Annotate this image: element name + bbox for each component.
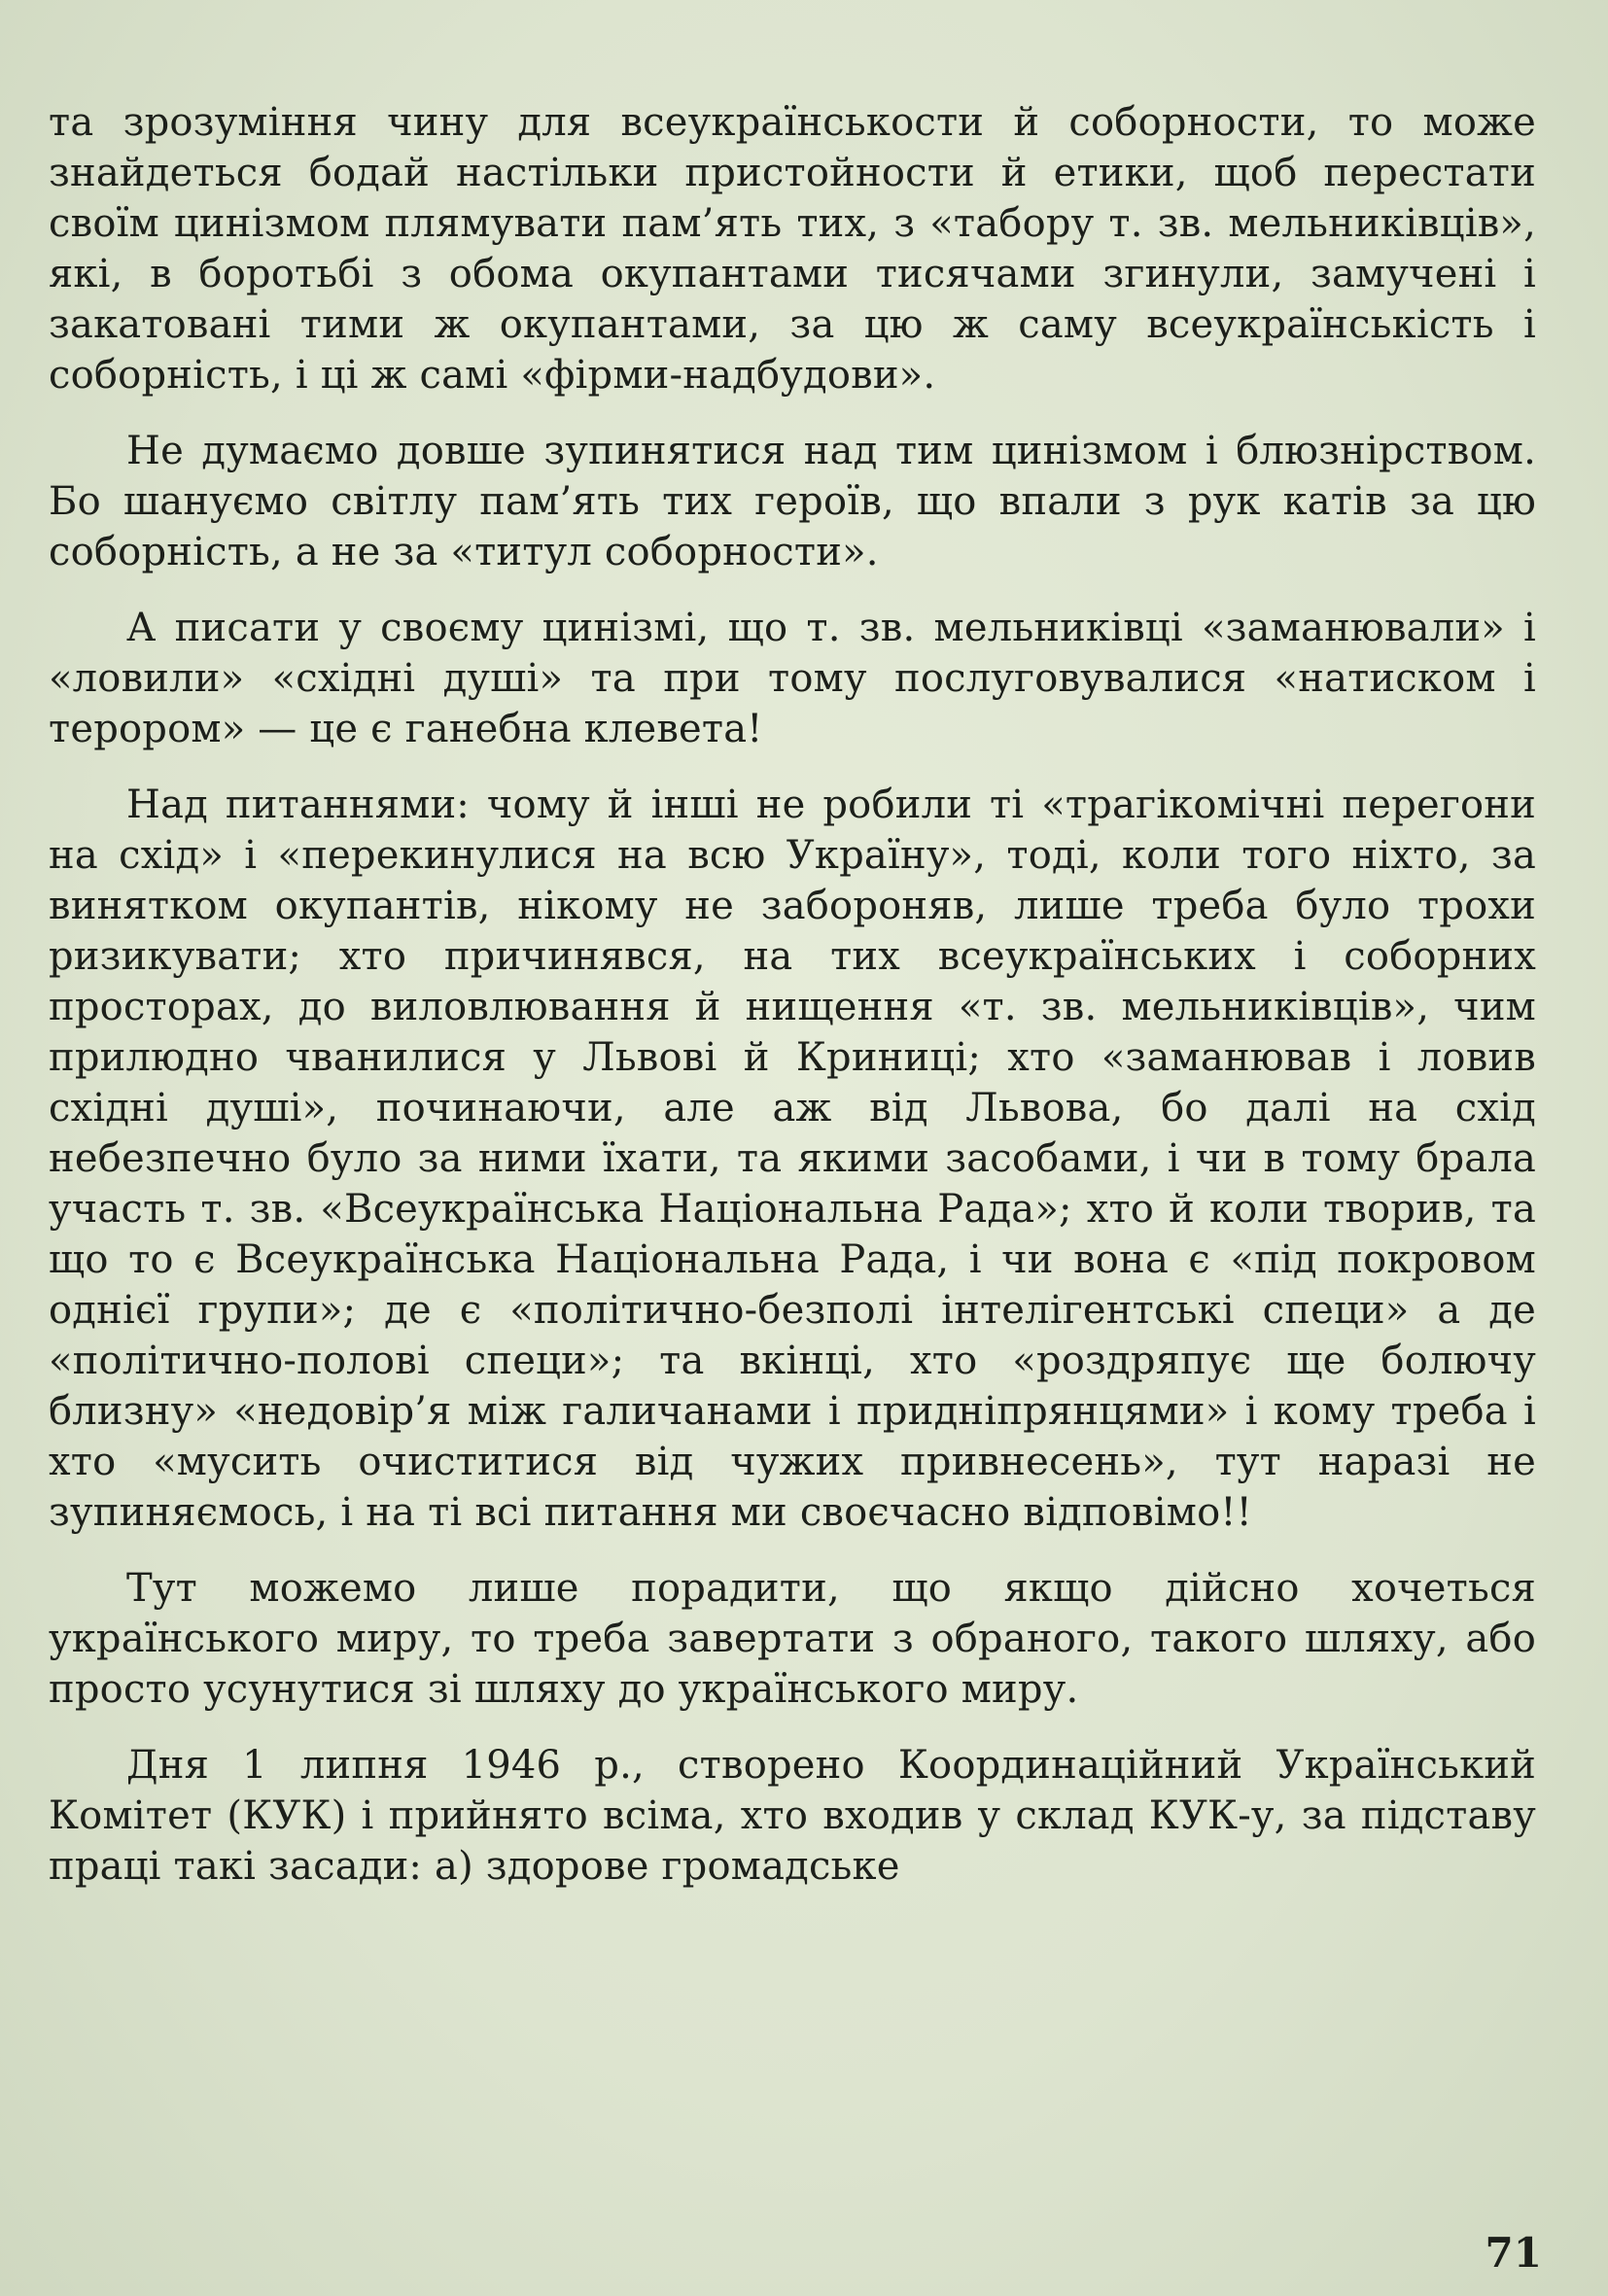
paragraph-6: Дня 1 липня 1946 р., створено Координаційний Український Комітет (КУК) і прийнято всіма, хто входив у склад КУК-у, за підставу праці такі засади: а) здорове громадське bbox=[49, 1743, 1536, 1889]
paragraph-1: та зрозуміння чину для всеукраїнськости й соборности, то може знайдеться бодай настільки пристойности й етики, щоб перестати своїм цинізмом плямувати пам’ять тих, з «табору т. зв. мельниківців», які, в боротьбі з обома окупантами тисячами згинули, замучені і закатовані тими ж окупантами, за цю ж саму всеукраїнськість і соборність, і ці ж самі «фірми-надбудови». bbox=[49, 100, 1536, 398]
paragraph-2: Не думаємо довше зупинятися над тим цинізмом і блюзнірством. Бо шануємо світлу пам’ять тих героїв, що впали з рук катів за цю соборність, а не за «титул соборности». bbox=[49, 429, 1536, 574]
paragraph-5: Тут можемо лише порадити, що якщо дійсно хочеться українського миру, то треба завертати з обраного, такого шляху, або просто усунутися зі шляху до українського миру. bbox=[49, 1566, 1536, 1712]
text-column bbox=[49, 97, 1536, 1917]
page-number: 71 bbox=[1485, 2229, 1542, 2277]
paragraph-3: А писати у своєму цинізмі, що т. зв. мельниківці «заманювали» і «ловили» «східні душі» та при тому послуговувалися «натиском і терором» — це є ганебна клевета! bbox=[49, 606, 1536, 751]
paragraph-4: Над питаннями: чому й інші не робили ті «трагікомічні перегони на схід» і «перекинулися на всю Україну», тоді, коли того ніхто, за винятком окупантів, нікому не забороняв, лише треба було трохи ризикувати; хто причинявся, на тих всеукраїнських і соборних просторах, до виловлювання й нищення «т. зв. мельниківців», чим прилюдно чванилися у Львові й Криниці; хто «заманював і ловив східні душі», починаючи, але аж від Львова, бо далі на схід небезпечно було за ними їхати, та якими засобами, і чи в тому брала участь т. зв. «Всеукраїнська Національна Рада»; хто й коли творив, та що то є Всеукраїнська Національна Рада, і чи вона є «під покровом однієї групи»; де є «політично-безполі інтелігентські специ» а де «політично-полові специ»; та вкінці, хто «роздряпує ще болючу близну» «недовір’я між галичанами і придніпрянцями» і кому треба і хто «мусить очиститися від чужих привнесень», тут наразі не зупиняємось, і на ті всі питання ми своєчасно відповімо!! bbox=[49, 783, 1536, 1535]
